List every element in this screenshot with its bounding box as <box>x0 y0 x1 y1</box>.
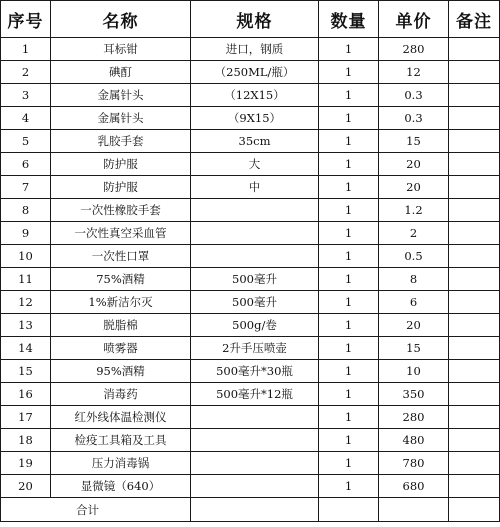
table-row <box>1 107 500 130</box>
header-name[interactable]: 名称 <box>51 1 191 38</box>
note-cell[interactable] <box>449 176 500 199</box>
price-cell[interactable]: 10 <box>379 360 449 383</box>
qty-cell[interactable]: 1 <box>319 360 379 383</box>
name-cell[interactable]: 95%酒精 <box>51 360 191 383</box>
seq-cell[interactable]: 7 <box>1 176 51 199</box>
qty-cell[interactable]: 1 <box>319 107 379 130</box>
price-cell[interactable]: 0.5 <box>379 245 449 268</box>
total-spec-cell[interactable] <box>191 498 319 522</box>
name-cell[interactable]: 防护服 <box>51 176 191 199</box>
table-row <box>1 268 500 291</box>
price-cell[interactable]: 350 <box>379 383 449 406</box>
total-qty-cell[interactable] <box>319 498 379 522</box>
price-cell[interactable]: 1.2 <box>379 199 449 222</box>
name-cell[interactable]: 检疫工具箱及工具 <box>51 429 191 452</box>
spec-cell[interactable]: 2升手压喷壶 <box>191 337 319 360</box>
spec-cell[interactable]: 35cm <box>191 130 319 153</box>
note-cell[interactable] <box>449 245 500 268</box>
price-cell[interactable]: 15 <box>379 337 449 360</box>
note-cell[interactable] <box>449 61 500 84</box>
spec-cell[interactable] <box>191 452 319 475</box>
spec-cell[interactable]: 中 <box>191 176 319 199</box>
table-row <box>1 38 500 61</box>
spec-cell[interactable]: 大 <box>191 153 319 176</box>
name-cell[interactable]: 乳胶手套 <box>51 130 191 153</box>
spec-cell[interactable] <box>191 199 319 222</box>
name-cell[interactable]: 耳标钳 <box>51 38 191 61</box>
price-cell[interactable]: 20 <box>379 153 449 176</box>
name-cell[interactable]: 金属针头 <box>51 107 191 130</box>
note-cell[interactable] <box>449 38 500 61</box>
qty-cell[interactable]: 1 <box>319 314 379 337</box>
table-row <box>1 176 500 199</box>
total-price-cell[interactable] <box>379 498 449 522</box>
name-cell[interactable]: 防护服 <box>51 153 191 176</box>
price-cell[interactable]: 2 <box>379 222 449 245</box>
note-cell[interactable] <box>449 452 500 475</box>
qty-cell[interactable]: 1 <box>319 61 379 84</box>
table-row <box>1 84 500 107</box>
total-row <box>1 498 500 522</box>
name-cell[interactable]: 脱脂棉 <box>51 314 191 337</box>
seq-cell[interactable]: 19 <box>1 452 51 475</box>
note-cell[interactable] <box>449 268 500 291</box>
qty-cell[interactable]: 1 <box>319 176 379 199</box>
table-row <box>1 130 500 153</box>
qty-cell[interactable]: 1 <box>319 429 379 452</box>
price-cell[interactable]: 0.3 <box>379 107 449 130</box>
qty-cell[interactable]: 1 <box>319 406 379 429</box>
price-cell[interactable]: 15 <box>379 130 449 153</box>
seq-cell[interactable]: 18 <box>1 429 51 452</box>
note-cell[interactable] <box>449 130 500 153</box>
qty-cell[interactable]: 1 <box>319 475 379 498</box>
note-cell[interactable] <box>449 291 500 314</box>
note-cell[interactable] <box>449 199 500 222</box>
spec-cell[interactable] <box>191 245 319 268</box>
price-cell[interactable]: 8 <box>379 268 449 291</box>
name-cell[interactable]: 一次性橡胶手套 <box>51 199 191 222</box>
name-cell[interactable]: 一次性真空采血管 <box>51 222 191 245</box>
qty-cell[interactable]: 1 <box>319 291 379 314</box>
note-cell[interactable] <box>449 406 500 429</box>
name-cell[interactable]: 碘酊 <box>51 61 191 84</box>
seq-cell[interactable]: 20 <box>1 475 51 498</box>
header-row <box>1 1 500 38</box>
price-cell[interactable]: 680 <box>379 475 449 498</box>
seq-cell[interactable]: 9 <box>1 222 51 245</box>
name-cell[interactable]: 红外线体温检测仪 <box>51 406 191 429</box>
table-row <box>1 245 500 268</box>
price-cell[interactable]: 6 <box>379 291 449 314</box>
note-cell[interactable] <box>449 314 500 337</box>
table-row <box>1 314 500 337</box>
price-cell[interactable]: 20 <box>379 176 449 199</box>
note-cell[interactable] <box>449 84 500 107</box>
table-row <box>1 452 500 475</box>
seq-cell[interactable]: 1 <box>1 38 51 61</box>
seq-cell[interactable]: 4 <box>1 107 51 130</box>
spec-cell[interactable] <box>191 406 319 429</box>
spec-cell[interactable]: （12X15） <box>191 84 319 107</box>
qty-cell[interactable]: 1 <box>319 130 379 153</box>
table-row <box>1 475 500 498</box>
price-cell[interactable]: 480 <box>379 429 449 452</box>
price-cell[interactable]: 12 <box>379 61 449 84</box>
qty-cell[interactable]: 1 <box>319 452 379 475</box>
header-seq[interactable]: 序号 <box>1 1 51 38</box>
header-note[interactable]: 备注 <box>449 1 500 38</box>
seq-cell[interactable]: 6 <box>1 153 51 176</box>
spec-cell[interactable] <box>191 429 319 452</box>
seq-cell[interactable]: 15 <box>1 360 51 383</box>
qty-cell[interactable]: 1 <box>319 84 379 107</box>
spec-cell[interactable]: 500毫升*12瓶 <box>191 383 319 406</box>
table-row <box>1 222 500 245</box>
table-row <box>1 199 500 222</box>
price-cell[interactable]: 780 <box>379 452 449 475</box>
name-cell[interactable]: 显微镜（640） <box>51 475 191 498</box>
qty-cell[interactable]: 1 <box>319 222 379 245</box>
table-row <box>1 406 500 429</box>
seq-cell[interactable]: 17 <box>1 406 51 429</box>
price-cell[interactable]: 280 <box>379 406 449 429</box>
seq-cell[interactable]: 13 <box>1 314 51 337</box>
qty-cell[interactable]: 1 <box>319 383 379 406</box>
qty-cell[interactable]: 1 <box>319 153 379 176</box>
spec-cell[interactable]: 500毫升*30瓶 <box>191 360 319 383</box>
note-cell[interactable] <box>449 429 500 452</box>
seq-cell[interactable]: 10 <box>1 245 51 268</box>
note-cell[interactable] <box>449 383 500 406</box>
name-cell[interactable]: 一次性口罩 <box>51 245 191 268</box>
seq-cell[interactable]: 3 <box>1 84 51 107</box>
total-label-cell[interactable]: 合计 <box>1 498 191 522</box>
price-cell[interactable]: 20 <box>379 314 449 337</box>
note-cell[interactable] <box>449 153 500 176</box>
qty-cell[interactable]: 1 <box>319 199 379 222</box>
qty-cell[interactable]: 1 <box>319 268 379 291</box>
table-row <box>1 429 500 452</box>
note-cell[interactable] <box>449 222 500 245</box>
seq-cell[interactable]: 11 <box>1 268 51 291</box>
table-row <box>1 337 500 360</box>
price-cell[interactable]: 0.3 <box>379 84 449 107</box>
spec-cell[interactable]: （250ML/瓶） <box>191 61 319 84</box>
total-note-cell[interactable] <box>449 498 500 522</box>
table-row <box>1 153 500 176</box>
name-cell[interactable]: 压力消毒锅 <box>51 452 191 475</box>
table-row <box>1 291 500 314</box>
spec-cell[interactable] <box>191 475 319 498</box>
seq-cell[interactable]: 5 <box>1 130 51 153</box>
spec-cell[interactable]: 500g/卷 <box>191 314 319 337</box>
note-cell[interactable] <box>449 337 500 360</box>
note-cell[interactable] <box>449 475 500 498</box>
header-spec[interactable]: 规格 <box>191 1 319 38</box>
qty-cell[interactable]: 1 <box>319 245 379 268</box>
name-cell[interactable]: 金属针头 <box>51 84 191 107</box>
table-row <box>1 383 500 406</box>
table-row <box>1 360 500 383</box>
spec-cell[interactable]: 500毫升 <box>191 268 319 291</box>
seq-cell[interactable]: 16 <box>1 383 51 406</box>
name-cell[interactable]: 75%酒精 <box>51 268 191 291</box>
qty-cell[interactable]: 1 <box>319 38 379 61</box>
header-qty[interactable]: 数量 <box>319 1 379 38</box>
name-cell[interactable]: 1%新洁尔灭 <box>51 291 191 314</box>
seq-cell[interactable]: 8 <box>1 199 51 222</box>
header-price[interactable]: 单价 <box>379 1 449 38</box>
spec-cell[interactable] <box>191 222 319 245</box>
spec-cell[interactable]: 进口，钢质 <box>191 38 319 61</box>
seq-cell[interactable]: 12 <box>1 291 51 314</box>
name-cell[interactable]: 消毒药 <box>51 383 191 406</box>
qty-cell[interactable]: 1 <box>319 337 379 360</box>
note-cell[interactable] <box>449 360 500 383</box>
seq-cell[interactable]: 14 <box>1 337 51 360</box>
price-cell[interactable]: 280 <box>379 38 449 61</box>
name-cell[interactable]: 喷雾器 <box>51 337 191 360</box>
spec-cell[interactable]: 500毫升 <box>191 291 319 314</box>
seq-cell[interactable]: 2 <box>1 61 51 84</box>
table-row <box>1 61 500 84</box>
note-cell[interactable] <box>449 107 500 130</box>
spec-cell[interactable]: （9X15） <box>191 107 319 130</box>
